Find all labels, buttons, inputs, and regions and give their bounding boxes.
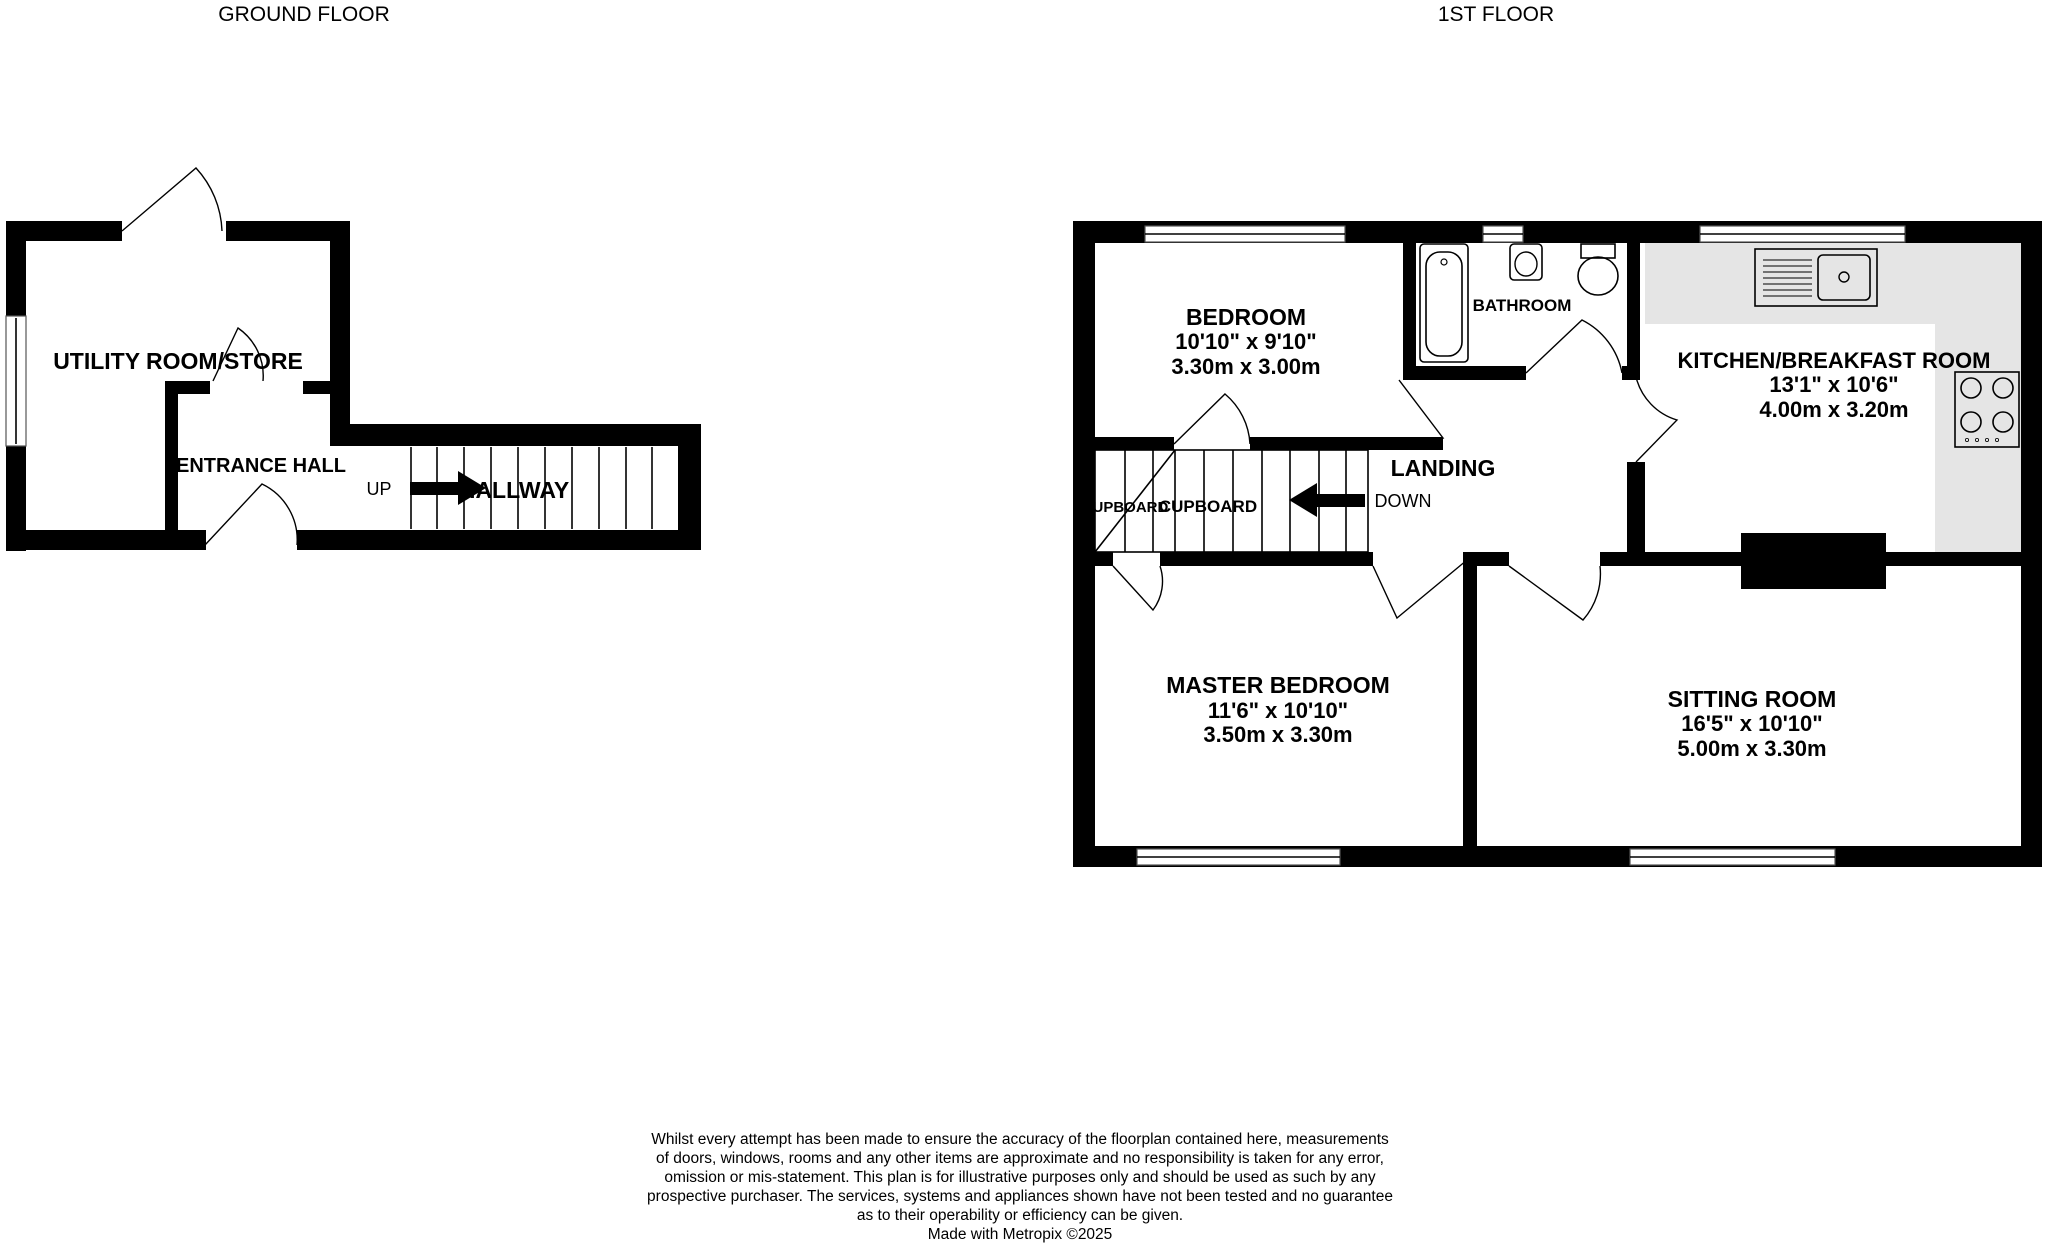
master-bedroom-imperial: 11'6" x 10'10" xyxy=(1207,698,1349,723)
first-outer-right xyxy=(2021,221,2042,867)
entrance-front-door xyxy=(205,484,297,545)
disclaimer-line: omission or mis-statement. This plan is for illustrative purposes only and should be used as such by any xyxy=(664,1169,1376,1186)
cupboard-2-name: CUPBOARD xyxy=(1158,497,1258,516)
master-bedroom-name: MASTER BEDROOM xyxy=(1166,672,1390,698)
first-outer-left xyxy=(1073,221,1095,867)
entrance-wall-bottom xyxy=(297,530,701,550)
sitting-room-imperial: 16'5" x 10'10" xyxy=(1681,711,1823,736)
chimney-breast xyxy=(1741,533,1886,589)
master-bedroom-door xyxy=(1373,560,1467,618)
hallway-wall-top xyxy=(330,424,700,446)
bedroom-imperial: 10'10" x 9'10" xyxy=(1175,329,1317,354)
bedroom-bottom-wall-left xyxy=(1095,437,1174,450)
utility-wall-right xyxy=(330,221,350,431)
bed-bath-partition xyxy=(1403,221,1416,366)
stair-bottom-wall xyxy=(1095,552,1113,566)
bathroom-door xyxy=(1526,320,1622,373)
kitchen-left-wall xyxy=(1627,462,1645,552)
utility-inner-nib xyxy=(303,381,333,394)
stair-bottom-wall-main xyxy=(1160,552,1373,566)
first-floor xyxy=(1073,3,2042,867)
basin-icon xyxy=(1510,244,1542,280)
bathroom-bottom-wall xyxy=(1403,366,1526,380)
landing-door-left xyxy=(1399,380,1443,440)
first-floor-title: 1ST FLOOR xyxy=(1437,3,1555,26)
bathtub-icon xyxy=(1420,244,1468,362)
disclaimer-line: Whilst every attempt has been made to ensure the accuracy of the floorplan contained here, measurements xyxy=(651,1131,1389,1148)
bedroom-door xyxy=(1174,394,1250,444)
bathroom-name: BATHROOM xyxy=(1472,296,1572,315)
ground-floor-title: GROUND FLOOR xyxy=(218,3,390,26)
sitting-room-window xyxy=(1630,849,1835,865)
ground-stair-up-label: UP xyxy=(366,479,392,499)
toilet-icon xyxy=(1578,244,1618,295)
utility-external-door xyxy=(122,168,222,231)
master-bedroom-window xyxy=(1137,849,1340,865)
disclaimer-line: as to their operability or efficiency can be given. xyxy=(856,1207,1184,1224)
kitchen-name: KITCHEN/BREAKFAST ROOM xyxy=(1677,348,1991,373)
first-stair-down-label: DOWN xyxy=(1374,491,1432,511)
cupboard-door xyxy=(1113,566,1163,610)
ground-floor xyxy=(6,3,701,551)
kitchen-metric: 4.00m x 3.20m xyxy=(1759,397,1909,422)
bathroom-right-nib xyxy=(1622,366,1640,380)
disclaimer xyxy=(580,1130,1460,1244)
bathroom-right-wall xyxy=(1627,221,1640,379)
master-sitting-partition xyxy=(1463,552,1477,846)
disclaimer-line: of doors, windows, rooms and any other items are approximate and no responsibility is taken for any error, xyxy=(655,1150,1384,1167)
hallway-wall-end xyxy=(678,424,701,550)
entrance-hall-label: ENTRANCE HALL xyxy=(176,455,346,477)
kitchen-door xyxy=(1636,377,1677,462)
sitting-room-door xyxy=(1509,566,1600,620)
kitchen-imperial: 13'1" x 10'6" xyxy=(1769,372,1899,397)
hallway-label: HALLWAY xyxy=(458,477,570,503)
metropix-credit: Made with Metropix ©2025 xyxy=(927,1226,1113,1243)
bedroom-metric: 3.30m x 3.00m xyxy=(1171,354,1321,379)
cupboard-1-name: CUPBOARD xyxy=(1081,499,1169,516)
bedroom-bottom-wall-right xyxy=(1250,437,1443,450)
sitting-top-wall-left xyxy=(1463,552,1509,566)
bathroom-window xyxy=(1483,226,1523,242)
landing-name: LANDING xyxy=(1390,455,1496,481)
utility-room-label: UTILITY ROOM/STORE xyxy=(53,348,303,374)
stair-down-arrow-icon xyxy=(1289,483,1365,517)
master-bedroom-metric: 3.50m x 3.30m xyxy=(1203,722,1353,747)
sitting-room-metric: 5.00m x 3.30m xyxy=(1677,736,1827,761)
bedroom-window xyxy=(1145,226,1345,242)
sitting-room-name: SITTING ROOM xyxy=(1667,686,1837,712)
bedroom-name: BEDROOM xyxy=(1185,304,1307,330)
kitchen-window xyxy=(1700,226,1905,242)
disclaimer-line: prospective purchaser. The services, systems and appliances shown have not been tested and no guarantee xyxy=(647,1188,1393,1205)
